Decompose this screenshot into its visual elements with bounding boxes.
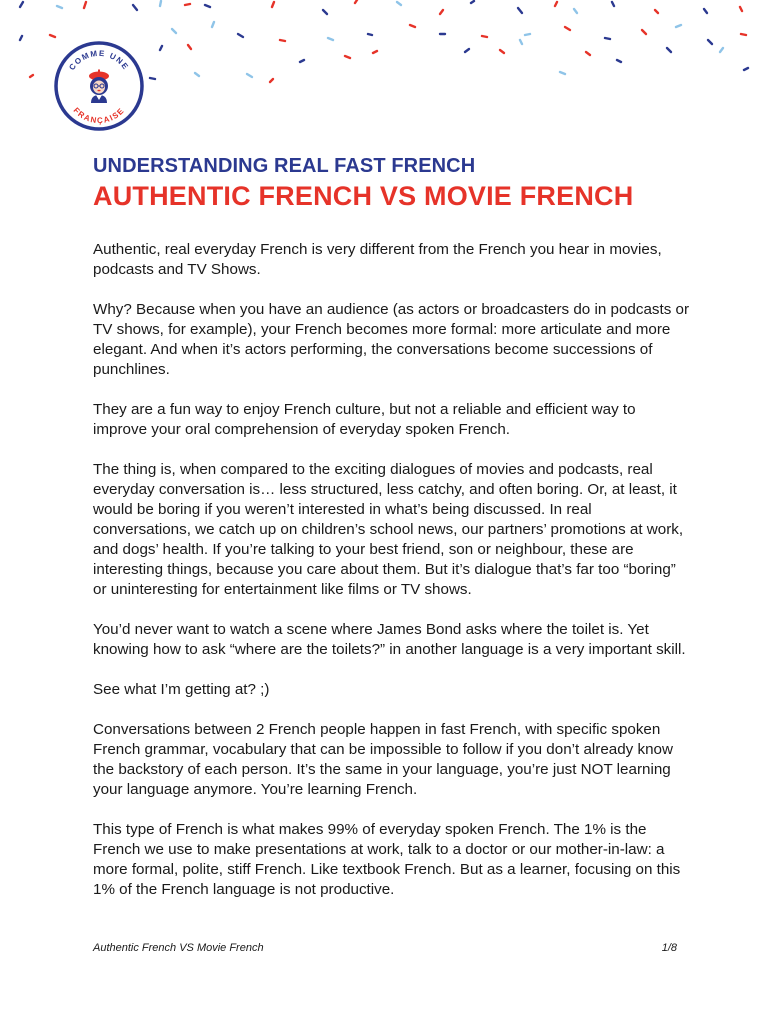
document-title: AUTHENTIC FRENCH VS MOVIE FRENCH xyxy=(93,181,634,211)
document-subtitle: UNDERSTANDING REAL FAST FRENCH xyxy=(93,155,476,177)
comme-une-francaise-logo xyxy=(53,40,145,132)
svg-text:COMME UNE: COMME UNE xyxy=(67,48,131,72)
paragraph: They are a fun way to enjoy French culture, but not a reliable and efficient way to improve your oral comprehension of everyday spoken French. xyxy=(93,401,636,438)
paragraph: The thing is, when compared to the exciting dialogues of movies and podcasts, real everyday conversation is… less structured, less catchy, and often boring. Or, at least, it would be boring if you weren’t interested in what’s being discussed. In real conversations, we catch up on children’s school news, our partners’ promotions at work, and dogs’ health. If you’re talking to your best friend, son or neighbour, these are interesting things, because you care about them. But it’s dialogue that’s far too “boring” or uninteresting for entertainment like films or TV shows. xyxy=(93,461,684,598)
paragraph: You’d never want to watch a scene where James Bond asks where the toilet is. Yet knowing how to ask “where are the toilets?” in another language is a very important skill. xyxy=(93,621,686,658)
paragraph: Why? Because when you have an audience (as actors or broadcasters do in podcasts or TV shows, for example), your French becomes more formal: more articulate and more elegant. And when it’s actors performing, the conversations become successions of punchlines. xyxy=(93,301,690,378)
paragraph: This type of French is what makes 99% of everyday spoken French. The 1% is the French we use to make presentations at work, talk to a doctor or our mother-in-law: a more formal, polite, stiff French. Like textbook French. But as a learner, focusing on this 1% of the French language is not productive. xyxy=(93,821,681,898)
svg-text:FRANÇAISE: FRANÇAISE xyxy=(71,105,127,126)
paragraph: Conversations between 2 French people happen in fast French, with specific spoken French grammar, vocabulary that can be impossible to follow if you don’t already know the backstory of each person. It’s the same in your language, you’re just NOT learning your language anymore. You’re learning French. xyxy=(93,721,673,798)
paragraph: Authentic, real everyday French is very different from the French you hear in movies, podcasts and TV Shows. xyxy=(93,241,662,278)
footer-document-name: Authentic French VS Movie French xyxy=(93,942,264,954)
body-text xyxy=(93,240,693,920)
page-number: 1/8 xyxy=(661,942,677,954)
paragraph: See what I’m getting at? ;) xyxy=(93,681,270,698)
